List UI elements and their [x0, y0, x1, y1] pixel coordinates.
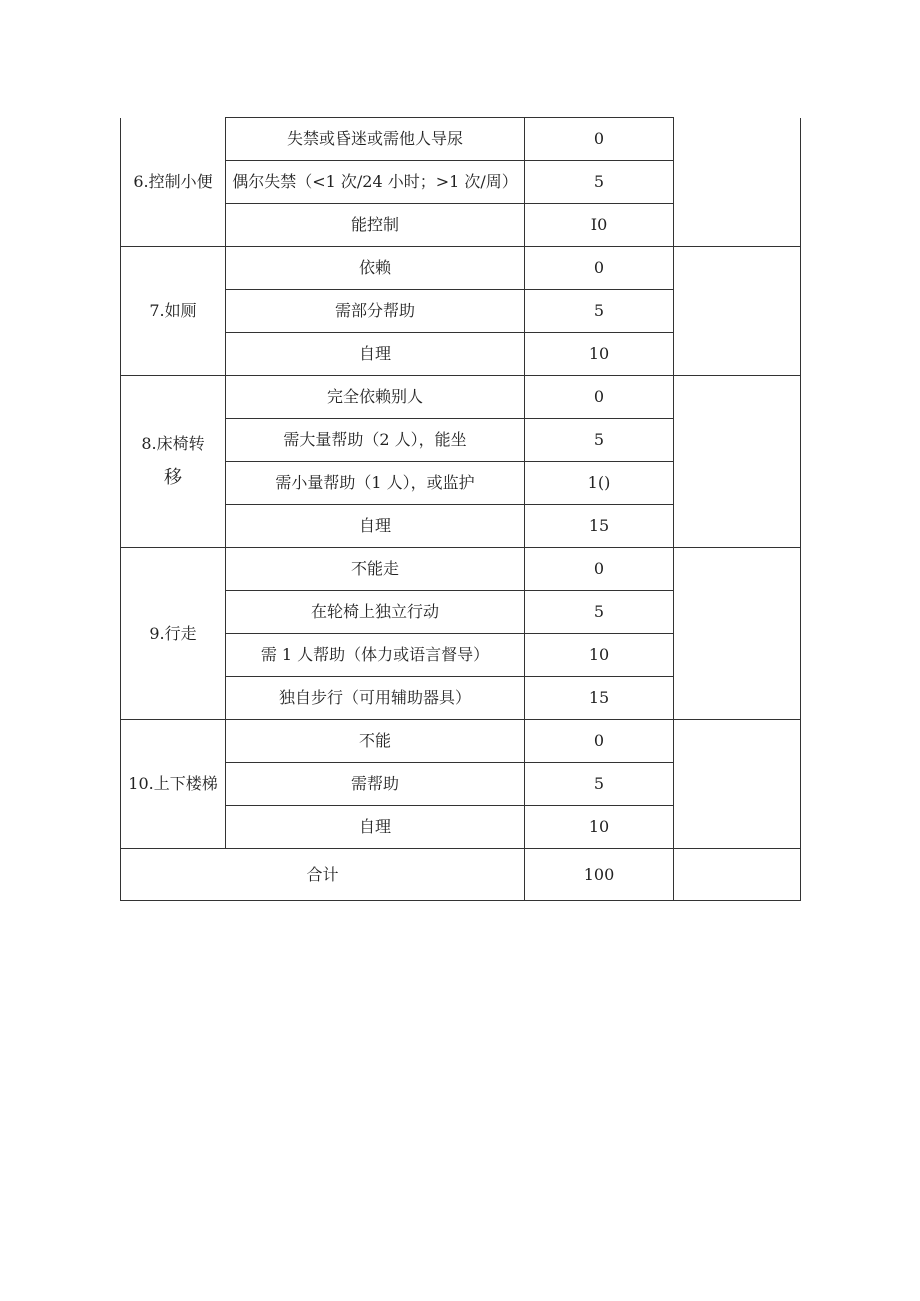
item-name-line: 移 [164, 467, 182, 489]
table-row [121, 118, 801, 161]
option-desc-cell: 需部分帮助 [226, 290, 525, 333]
option-score-cell: 5 [525, 290, 674, 333]
option-score-cell: 1() [525, 462, 674, 505]
option-desc-cell: 不能走 [226, 548, 525, 591]
assessment-cell [674, 720, 801, 849]
option-desc-cell: 需大量帮助（2 人），能坐 [226, 419, 525, 462]
option-score-cell: 0 [525, 548, 674, 591]
item-name-cell [121, 376, 226, 548]
option-desc-cell: 自理 [226, 333, 525, 376]
option-score-cell: I0 [525, 204, 674, 247]
option-score-cell: 15 [525, 505, 674, 548]
option-desc-cell: 需小量帮助（1 人），或监护 [226, 462, 525, 505]
total-score-cell: 100 [525, 849, 674, 901]
assessment-cell [674, 376, 801, 548]
assessment-cell [674, 247, 801, 376]
assessment-cell [674, 548, 801, 720]
item-name-cell: 10.上下楼梯 [121, 720, 226, 849]
option-desc-cell: 需帮助 [226, 763, 525, 806]
assessment-cell [674, 849, 801, 901]
table-row [121, 376, 801, 419]
option-score-cell: 5 [525, 419, 674, 462]
option-desc-cell: 自理 [226, 505, 525, 548]
option-desc-cell: 自理 [226, 806, 525, 849]
option-desc-cell: 依赖 [226, 247, 525, 290]
item-name-line: 8.床椅转 [141, 434, 205, 454]
option-score-cell: 15 [525, 677, 674, 720]
assessment-cell [674, 118, 801, 247]
option-score-cell: 10 [525, 333, 674, 376]
table-row [121, 548, 801, 591]
option-score-cell: 0 [525, 118, 674, 161]
option-desc-cell: 能控制 [226, 204, 525, 247]
option-score-cell: 10 [525, 806, 674, 849]
option-score-cell: 0 [525, 720, 674, 763]
item-name-cell: 6.控制小便 [121, 118, 226, 247]
option-score-cell: 10 [525, 634, 674, 677]
option-score-cell: 0 [525, 247, 674, 290]
option-desc-cell: 独自步行（可用辅助器具） [226, 677, 525, 720]
option-score-cell: 0 [525, 376, 674, 419]
option-desc-cell: 不能 [226, 720, 525, 763]
option-score-cell: 5 [525, 591, 674, 634]
adl-score-table [120, 117, 801, 901]
option-score-cell: 5 [525, 161, 674, 204]
item-name-cell: 7.如厕 [121, 247, 226, 376]
option-desc-cell: 偶尔失禁（<1 次/24 小时；>1 次/周） [226, 161, 525, 204]
total-row [121, 849, 801, 901]
item-name-cell: 9.行走 [121, 548, 226, 720]
total-label-cell: 合计 [121, 849, 525, 901]
table-row [121, 720, 801, 763]
table-row [121, 247, 801, 290]
option-desc-cell: 需 1 人帮助（体力或语言督导） [226, 634, 525, 677]
option-desc-cell: 完全依赖别人 [226, 376, 525, 419]
option-desc-cell: 在轮椅上独立行动 [226, 591, 525, 634]
option-score-cell: 5 [525, 763, 674, 806]
option-desc-cell: 失禁或昏迷或需他人导尿 [226, 118, 525, 161]
